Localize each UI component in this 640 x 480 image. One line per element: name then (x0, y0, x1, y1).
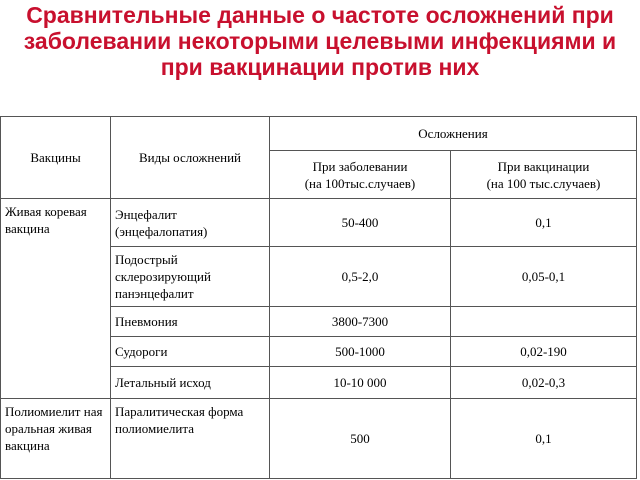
vaccination-value-cell: 0,02-0,3 (451, 367, 637, 399)
disease-value-cell: 3800-7300 (270, 307, 451, 337)
vaccine-cell: Полиомиелит ная оральная живая вакцина (1, 399, 111, 479)
header-vaccines: Вакцины (1, 117, 111, 199)
vaccination-value-cell: 0,05-0,1 (451, 247, 637, 307)
vaccination-value-cell (451, 307, 637, 337)
complication-type-cell: Подострый склерозирующий панэнцефалит (111, 247, 270, 307)
vaccination-value-cell: 0,02-190 (451, 337, 637, 367)
vaccination-value-cell: 0,1 (451, 199, 637, 247)
disease-value-cell: 500-1000 (270, 337, 451, 367)
header-disease (270, 151, 451, 199)
complication-type-cell: Паралитическая форма полиомиелита (111, 399, 270, 479)
header-complications: Осложнения (270, 117, 637, 151)
complication-type-cell: Энцефалит (энцефалопатия) (111, 199, 270, 247)
header-disease-line1: При заболевании (312, 158, 408, 174)
header-disease-line2: (на 100тыс.случаев) (304, 175, 416, 191)
disease-value-cell: 50-400 (270, 199, 451, 247)
header-vaccination (451, 151, 637, 199)
header-vaccination-line1: При вакцинации (497, 158, 590, 174)
table-row (1, 199, 637, 247)
complication-type-cell: Пневмония (111, 307, 270, 337)
vaccination-value-cell: 0,1 (451, 399, 637, 479)
disease-value-cell: 10-10 000 (270, 367, 451, 399)
disease-value-cell: 0,5-2,0 (270, 247, 451, 307)
header-complication-types: Виды осложнений (111, 117, 270, 199)
table-header-row (1, 117, 637, 151)
table-row (1, 399, 637, 479)
disease-value-cell: 500 (270, 399, 451, 479)
header-vaccination-line2: (на 100 тыс.случаев) (486, 175, 601, 191)
complication-type-cell: Летальный исход (111, 367, 270, 399)
vaccine-cell: Живая коревая вакцина (1, 199, 111, 399)
slide-title: Сравнительные данные о частоте осложнений при заболевании некоторыми целевыми инфекциями и при вакцинации против них (23, 2, 617, 80)
complication-type-cell: Судороги (111, 337, 270, 367)
complications-table (0, 116, 637, 479)
